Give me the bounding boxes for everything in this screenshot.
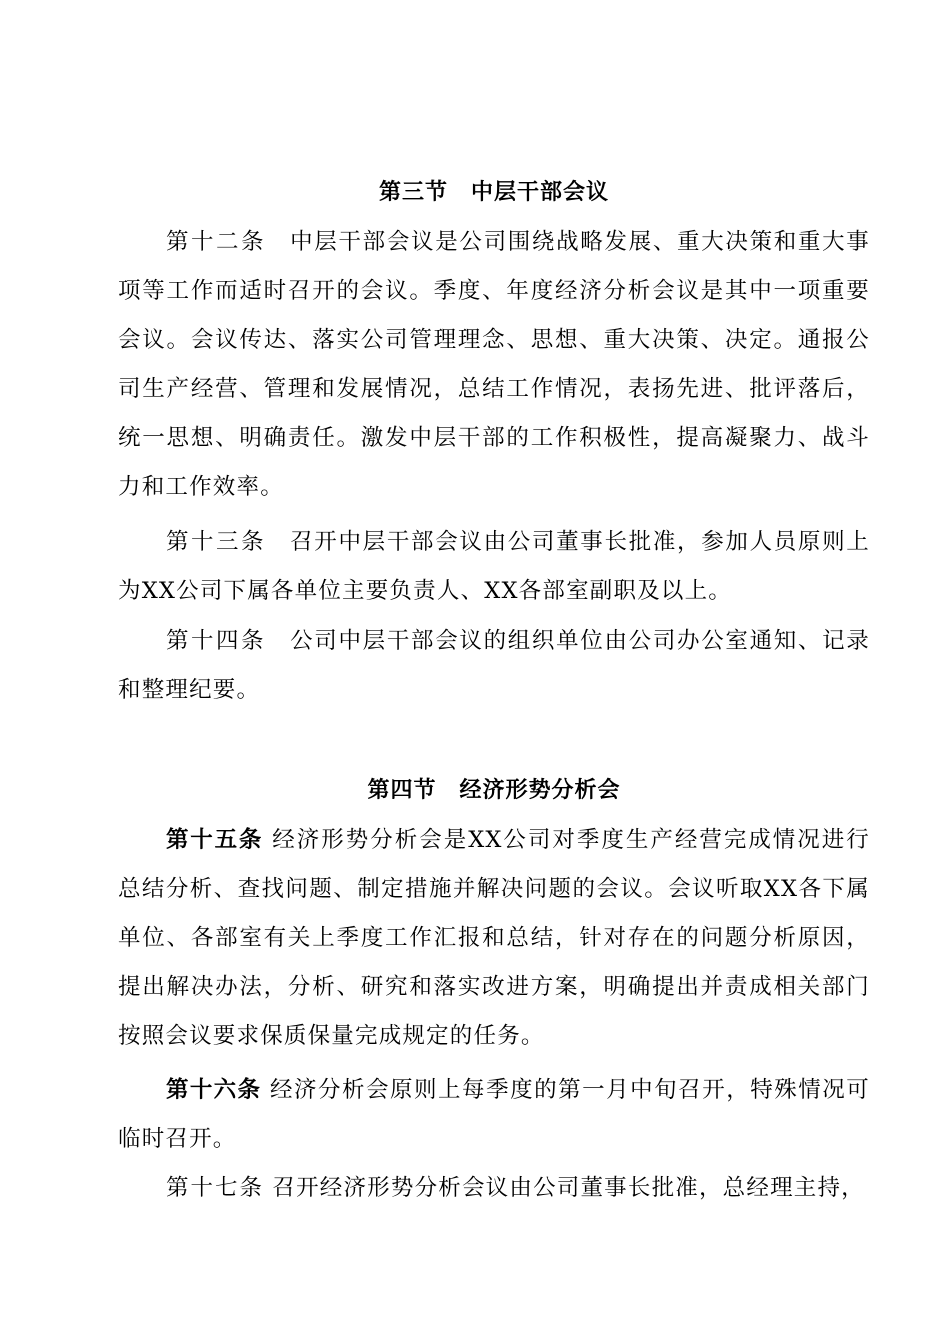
article-separator — [263, 827, 272, 853]
article-text: 召开经济形势分析会议由公司董事长批准，总经理主持， — [272, 1175, 865, 1201]
section-heading-3: 第三节 中层干部会议 — [378, 179, 609, 205]
article-17 — [118, 1164, 870, 1213]
article-text: 中层干部会议是公司围绕战略发展、重大决策和重大事项等工作而适时召开的会议。季度、年度经济分析会议是其中一项重要会议。会议传达、落实公司管理理念、思想、重大决策、决定。通报公司生产经营、管理和发展情况，总结工作情况，表扬先进、批评落后，统一思想、明确责任。激发中层干部的工作积极性，提高凝聚力、战斗力和工作效率。 — [118, 229, 870, 500]
article-number: 第十三条 — [166, 529, 266, 555]
article-text: 经济形势分析会是XX公司对季度生产经营完成情况进行总结分析、查找问题、制定措施并解决问题的会议。会议听取XX各下属单位、各部室有关上季度工作汇报和总结，针对存在的问题分析原因，提出解决办法，分析、研究和落实改进方案，明确提出并责成相关部门按照会议要求保质保量完成规定的任务。 — [118, 827, 870, 1049]
article-separator — [266, 229, 290, 255]
article-13 — [118, 518, 870, 616]
article-text: 公司中层干部会议的组织单位由公司办公室通知、记录和整理纪要。 — [118, 628, 870, 703]
article-number: 第十五条 — [166, 827, 264, 853]
article-separator — [261, 1077, 270, 1103]
article-14 — [118, 617, 870, 715]
article-number: 第十四条 — [166, 628, 266, 654]
article-15 — [118, 816, 870, 1061]
article-number: 第十六条 — [166, 1077, 262, 1103]
article-text: 召开中层干部会议由公司董事长批准，参加人员原则上为XX公司下属各单位主要负责人、XX各部室副职及以上。 — [118, 529, 870, 604]
article-text: 经济分析会原则上每季度的第一月中旬召开，特殊情况可临时召开。 — [118, 1077, 870, 1152]
article-number: 第十七条 — [166, 1175, 265, 1201]
section-heading-4: 第四节 经济形势分析会 — [367, 777, 621, 803]
article-separator — [266, 529, 290, 555]
article-number: 第十二条 — [166, 229, 266, 255]
article-separator — [266, 628, 290, 654]
article-12 — [118, 218, 870, 512]
article-16 — [118, 1066, 870, 1164]
